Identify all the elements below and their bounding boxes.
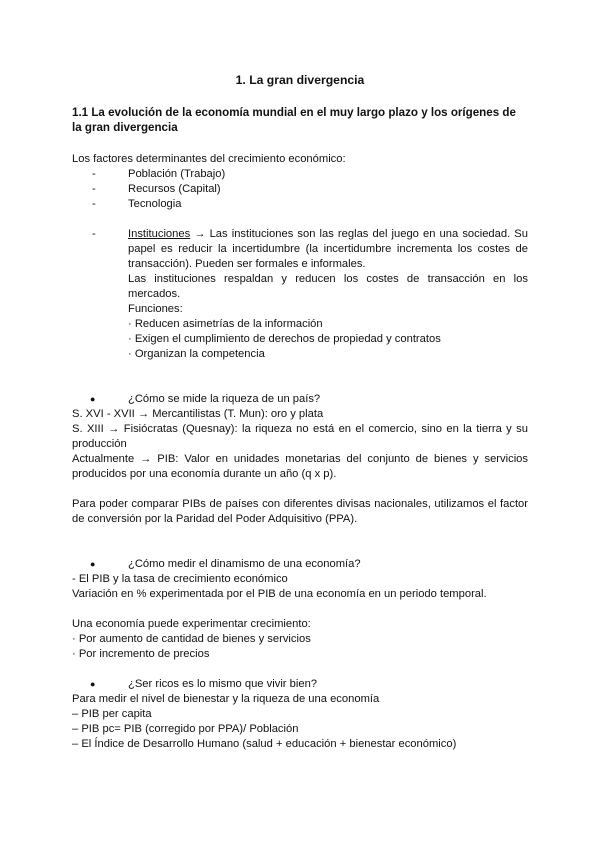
institutions-item [92,227,528,362]
list-item [92,182,528,197]
list-item [92,197,528,212]
factor-label: Población (Trabajo) [128,168,226,180]
list-item [92,167,528,182]
wellbeing-question [90,677,528,692]
wellbeing-item: – PIB per capita [72,708,152,720]
ppa-paragraph: Para poder comparar PIBs de países con diferentes divisas nacionales, utilizamos el factor de conversión por la Paridad del Poder Adquisitivo (PPA). [72,498,528,525]
document-body [72,73,528,752]
function-item: · Exigen el cumplimiento de derechos de propiedad y contratos [128,333,441,345]
wellbeing-item: – PIB pc= PIB (corregido por PPA)/ Población [72,723,299,735]
wealth-line: Actualmente → PIB: Valor en unidades monetarias del conjunto de bienes y servicios producidos por una economía durante un año (q x p). [72,453,528,480]
dash-marker: - [92,228,96,240]
wealth-line: S. XIII → Fisiócratas (Quesnay): la riqueza no está en el comercio, sino en la tierra y su producción [72,423,528,450]
function-item: · Organizan la competencia [128,348,265,360]
factor-label: Tecnologia [128,198,182,210]
question-text: ¿Ser ricos es lo mismo que vivir bien? [128,678,318,690]
growth-item: · Por incremento de precios [72,648,210,660]
institutions-functions-label: Funciones: [128,303,183,315]
dash-marker: - [92,198,96,210]
dash-marker: - [92,183,96,195]
bullet-icon: ● [90,394,96,404]
growth-intro: Una economía puede experimentar crecimiento: [72,618,311,630]
question-text: ¿Cómo se mide la riqueza de un país? [128,393,321,405]
growth-item: · Por aumento de cantidad de bienes y servicios [72,633,311,645]
factor-label: Recursos (Capital) [128,183,221,195]
function-item: · Reducen asimetrías de la información [128,318,323,330]
wellbeing-intro: Para medir el nivel de bienestar y la riqueza de una economía [72,693,380,705]
bullet-icon: ● [90,559,96,569]
dash-marker: - [92,168,96,180]
dynamism-question [90,557,528,572]
institutions-definition [128,227,528,272]
dynamism-line: - El PIB y la tasa de crecimiento económico [72,573,288,585]
institutions-line2: Las instituciones respaldan y reducen los costes de transacción en los mercados. [128,273,528,300]
factors-list [72,167,528,212]
bullet-icon: ● [90,679,96,689]
wellbeing-item: – El Índice de Desarrollo Humano (salud + educación + bienestar económico) [72,738,457,750]
institutions-term: Instituciones [128,228,191,240]
factors-intro: Los factores determinantes del crecimiento económico: [72,153,346,165]
wealth-line: S. XVI - XVII → Mercantilistas (T. Mun): oro y plata [72,408,324,420]
question-text: ¿Cómo medir el dinamismo de una economía? [128,558,361,570]
dynamism-line: Variación en % experimentada por el PIB de una economía en un periodo temporal. [72,588,487,600]
page-title: 1. La gran divergencia [235,73,365,87]
section-subtitle: 1.1 La evolución de la economía mundial en el muy largo plazo y los orígenes de la gran divergencia [72,106,516,134]
institutions-text: → Las instituciones son las reglas del juego en una sociedad. Su papel es reducir la incertidumbre (la incertidumbre incrementa los costes de transacción). Pueden ser formales e informales. [128,228,528,270]
wealth-question [90,392,528,407]
